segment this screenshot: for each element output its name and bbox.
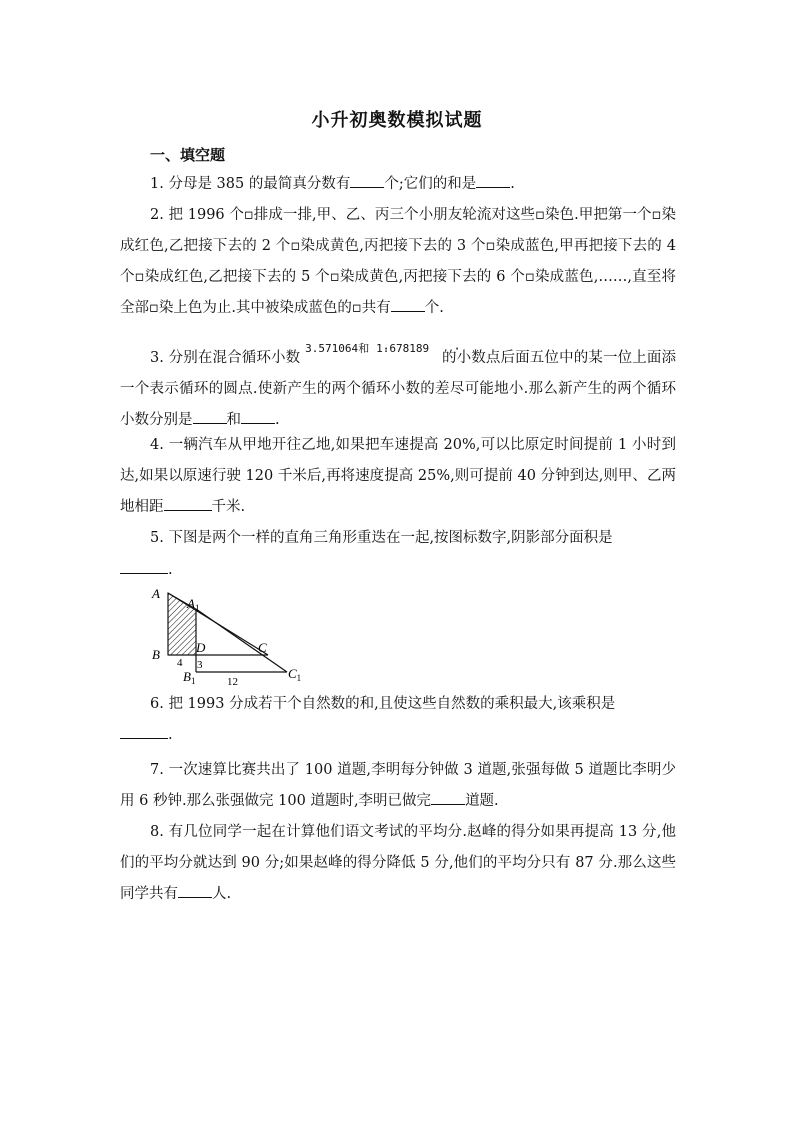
length-label-4: 4 <box>177 657 183 669</box>
answer-blank <box>120 559 168 574</box>
decimal-2: 1.67818 <box>376 342 423 355</box>
page-title: 小升初奥数模拟试题 <box>311 110 483 131</box>
question-7-number: 7. <box>150 762 164 778</box>
length-label-3: 3 <box>197 659 203 671</box>
triangle-figure <box>145 584 315 690</box>
question-5 <box>120 523 676 554</box>
question-4-text-b: 千米. <box>211 499 246 515</box>
question-2 <box>120 200 676 324</box>
question-1-text-a: 分母是 385 的最简真分数有 <box>168 176 351 192</box>
question-5-text-a: 下图是两个一样的直角三角形重迭在一起,按图标数字,阴影部分面积是 <box>168 530 613 546</box>
question-6-answer-line <box>120 724 173 743</box>
question-4 <box>120 430 676 523</box>
question-5-answer-line <box>120 559 173 578</box>
question-4-number: 4. <box>150 437 164 453</box>
label-c1: $C_1$ <box>288 666 302 683</box>
question-1-text-b: 个;它们的和是 <box>384 176 477 192</box>
question-7-text-a: 一次速算比赛共出了 100 道题,李明每分钟做 3 道题,张强每做 5 道题比李明少用 6 秒钟.那么张强做完 100 道题时,李明已做完 <box>120 762 676 809</box>
answer-blank <box>178 883 212 898</box>
segment-a1c1 <box>196 609 287 672</box>
label-c: C <box>258 640 267 655</box>
label-b: B <box>152 647 160 662</box>
question-6 <box>120 689 676 720</box>
answer-blank <box>164 496 212 511</box>
and-word: 和 <box>358 342 370 355</box>
question-7-text-b: 道题. <box>465 793 499 809</box>
decimal-1: 3.57106 <box>305 342 352 355</box>
answer-blank <box>476 173 510 188</box>
label-d: D <box>196 640 206 655</box>
question-8 <box>120 817 676 910</box>
label-a: A <box>152 586 160 601</box>
answer-blank <box>241 409 275 424</box>
section-heading: 一、填空题 <box>150 146 226 164</box>
question-8-text-b: 人. <box>212 886 232 902</box>
answer-blank <box>350 173 384 188</box>
repeating-digit-2: · 9 <box>422 342 429 355</box>
question-6-number: 6. <box>150 696 164 712</box>
repeating-digit-1: · 4 <box>351 342 358 355</box>
question-8-text-a: 有几位同学一起在计算他们语文考试的平均分.赵峰的得分如果再提高 13 分,他们的平均分就达到 90 分;如果赵峰的得分降低 5 分,他们的平均分只有 87 分.那么这些同学共有 <box>120 824 676 902</box>
question-1 <box>120 169 676 200</box>
question-7 <box>120 755 676 817</box>
question-5-text-b: . <box>168 562 173 578</box>
question-2-text-b: 个. <box>424 300 444 316</box>
question-1-text-c: . <box>510 176 515 192</box>
question-3-number: 3. <box>150 350 164 366</box>
question-1-number: 1. <box>150 176 164 192</box>
question-3-text-d: . <box>275 412 280 428</box>
decimal-expression <box>305 342 429 355</box>
length-label-12: 12 <box>227 676 238 688</box>
question-5-number: 5. <box>150 530 164 546</box>
answer-blank <box>120 724 168 739</box>
question-6-text-a: 把 1993 分成若干个自然数的和,且使这些自然数的乘积最大,该乘积是 <box>168 696 616 712</box>
question-3-text-a: 分别在混合循环小数 <box>168 350 301 366</box>
question-6-text-b: . <box>168 727 173 743</box>
question-3 <box>120 343 676 436</box>
question-3-text-c: 和 <box>226 412 241 428</box>
answer-blank <box>193 409 227 424</box>
question-8-number: 8. <box>150 824 164 840</box>
answer-blank <box>391 297 425 312</box>
label-a1: $A_1$ <box>187 596 200 613</box>
answer-blank <box>431 790 465 805</box>
question-2-number: 2. <box>150 207 164 223</box>
question-4-text-a: 一辆汽车从甲地开往乙地,如果把车速提高 20%,可以比原定时间提前 1 小时到达,如果以原速行驶 120 千米后,再将速度提高 25%,则可提前 40 分钟到达,则甲、乙两地相距 <box>120 437 677 515</box>
question-3-text-b: 的小数点后面五位中的某一位上面添一个表示循环的圆点.使新产生的两个循环小数的差尽可能地小.那么新产生的两个循环小数分别是 <box>120 350 677 428</box>
question-2-text-a: 把 1996 个▫排成一排,甲、乙、丙三个小朋友轮流对这些▫染色.甲把第一个▫染成红色,乙把接下去的 2 个▫染成黄色,丙把接下去的 3 个▫染成蓝色,甲再把接下去的 4 个▫染成红色,乙把接下去的 5 个▫染成黄色,丙把接下去的 6 个▫染成蓝色,……,直至将全部▫染上色为止.其中被染成蓝色的▫共有 <box>120 207 676 316</box>
label-b1: $B_1$ <box>183 669 196 686</box>
